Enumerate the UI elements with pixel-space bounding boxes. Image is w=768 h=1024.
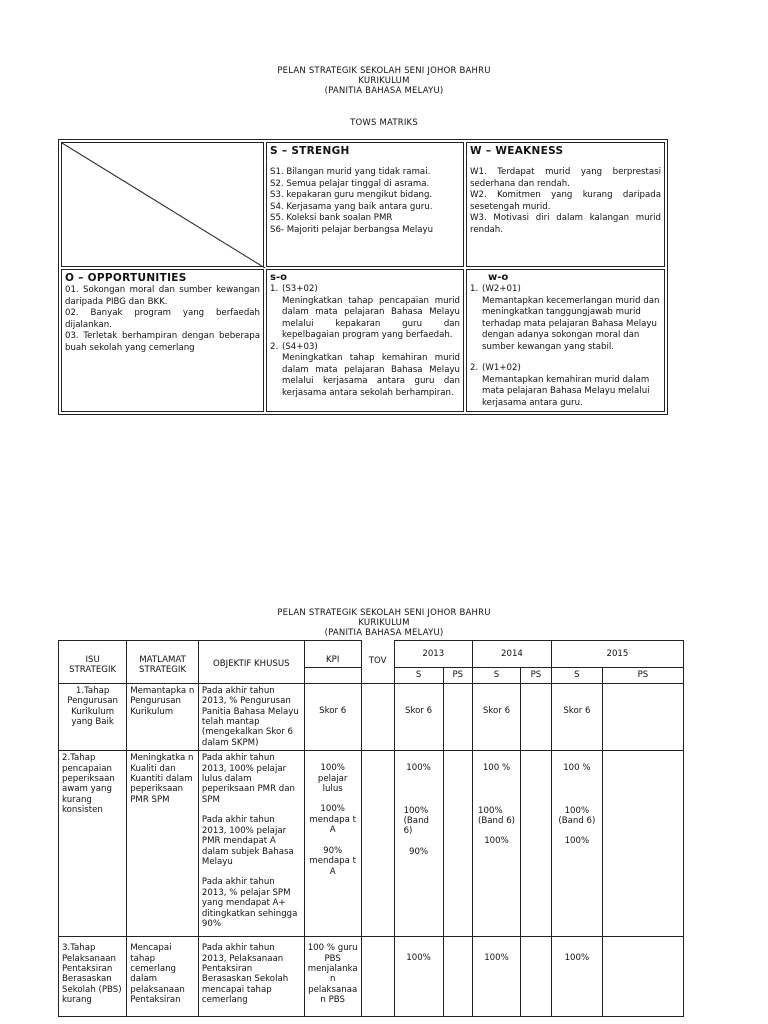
matlamat-cell: Memantapka n Pengurusan Kurikulum [127, 683, 199, 750]
wo-item [470, 363, 661, 409]
s2015-text: 100% (Band 6) [558, 805, 596, 827]
ps2014-cell [520, 937, 551, 1017]
col-header-s: S [551, 668, 602, 683]
ps2015-cell [602, 683, 683, 750]
col-header-objektif: OBJEKTIF KHUSUS [198, 641, 304, 684]
ps2013-cell [443, 937, 473, 1017]
s2013-text: 90% [409, 846, 429, 857]
objektif-text: Pada akhir tahun 2013, 100% pelajar lulus dalam peperiksaan PMR dan SPM [201, 753, 295, 805]
weakness-cell [466, 142, 665, 267]
school-title: PELAN STRATEGIK SEKOLAH SENI JOHOR BAHRU [277, 66, 491, 76]
kpi-text: 100% pelajar lulus [317, 763, 348, 795]
col-header-matlamat: MATLAMAT STRATEGIK [127, 641, 199, 684]
tov-cell [361, 751, 394, 937]
kpi-text: Skor 6 [319, 705, 347, 716]
section-title: KURIKULUM [358, 76, 410, 86]
ps2015-cell [602, 751, 683, 937]
s2013-text: 100% [406, 763, 431, 774]
s2013-cell [394, 937, 443, 1017]
col-header-s: S [473, 668, 521, 683]
so-item-number: 1. [270, 284, 279, 294]
matlamat-cell: Meningkatka n Kualiti dan Kuantiti dalam peperiksaan PMR SPM [127, 751, 199, 937]
table-row [59, 751, 684, 937]
opportunities-cell [61, 269, 264, 412]
kpi-text: 90% mendapa t A [309, 845, 356, 877]
tows-corner-cell [61, 142, 264, 267]
s2014-text: 100% (Band 6) [478, 805, 516, 827]
col-header-2014: 2014 [473, 641, 552, 668]
so-item-text: Meningkatkan tahap pencapaian murid dalam mata pelajaran Bahasa Melayu melalui kepakaran guru dan kepelbagaian program yang berfaedah. [282, 295, 460, 340]
strength-item: S4. Kerjasama yang baik antara guru. [270, 201, 433, 212]
section-title: KURIKULUM [358, 618, 410, 628]
so-strategy-cell [266, 269, 464, 412]
tows-subtitle: TOWS MATRIKS [350, 118, 418, 128]
isu-cell: 1.Tahap Pengurusan Kurikulum yang Baik [59, 683, 127, 750]
col-header-2013: 2013 [394, 641, 472, 668]
s2015-cell [551, 751, 602, 937]
col-header-tov: TOV [361, 641, 394, 684]
strength-cell [266, 142, 464, 267]
tov-cell [361, 683, 394, 750]
strength-title: S – STRENGH [270, 145, 350, 157]
objektif-cell [198, 937, 304, 1017]
s2014-cell [473, 751, 521, 937]
s2013-cell [394, 683, 443, 750]
s2015-text: 100% [564, 836, 590, 847]
s2013-cell [394, 751, 443, 937]
kpi-cell [304, 751, 361, 937]
col-header-ps: PS [443, 668, 473, 683]
s2014-cell [473, 683, 521, 750]
opportunity-item: 01. Sokongan moral dan sumber kewangan daripada PIBG dan BKK. [65, 285, 260, 307]
wo-title: w-o [488, 272, 509, 283]
col-header-ps: PS [602, 668, 683, 683]
s2014-text: 100% [484, 836, 509, 847]
col-header-2015: 2015 [551, 641, 683, 668]
strength-item: S2. Semua pelajar tinggal di asrama. [270, 178, 430, 189]
ps2013-cell [443, 751, 473, 937]
col-header-isu: ISU STRATEGIK [59, 641, 127, 684]
wo-item-number: 1. [470, 284, 479, 294]
s2015-text: 100 % [563, 763, 591, 774]
wo-item [470, 284, 661, 353]
s2013-text: 100% (Band 6) [403, 805, 429, 837]
panel-title: (PANITIA BAHASA MELAYU) [324, 628, 444, 638]
school-title: PELAN STRATEGIK SEKOLAH SENI JOHOR BAHRU [277, 608, 491, 618]
kpi-cell [304, 683, 361, 750]
panel-title: (PANITIA BAHASA MELAYU) [324, 86, 444, 96]
col-header-kpi: KPI [304, 641, 361, 668]
objektif-text: Pada akhir tahun 2013, 100% pelajar PMR mendapat A dalam subjek Bahasa Melayu [201, 815, 294, 867]
wo-item-code: (W1+02) [482, 363, 521, 373]
objektif-text: Pada akhir tahun 2013, % pelajar SPM yang mendapat A+ ditingkatkan sehingga 90% [201, 877, 298, 929]
weakness-title: W – WEAKNESS [470, 145, 564, 157]
so-title: s-o [270, 272, 287, 283]
document-header-1 [0, 66, 768, 96]
strategic-plan-table [58, 640, 684, 1017]
tows-matrix [58, 139, 668, 415]
wo-item-text: Memantapkan kemahiran murid dalam mata pelajaran Bahasa Melayu melalui kerjasama antara guru. [482, 374, 650, 408]
kpi-cell [304, 937, 361, 1017]
so-item-text: Meningkatkan tahap kemahiran murid dalam mata pelajaran Bahasa Melayu melalui kerjasama antara guru dan kerjasama antara sekolah berhampiran. [282, 353, 460, 398]
objektif-cell [198, 683, 304, 750]
opportunity-item: 03. Terletak berhampiran dengan beberapa buah sekolah yang cemerlang [65, 331, 260, 353]
strength-item: S3. kepakaran guru mengikut bidang. [270, 190, 433, 200]
kpi-sub-cell [304, 668, 361, 683]
strength-item: S5. Koleksi bank soalan PMR [270, 213, 393, 223]
tov-cell [361, 937, 394, 1017]
wo-strategy-cell [466, 269, 665, 412]
weakness-item: W3. Motivasi diri dalam kalangan murid rendah. [470, 213, 661, 235]
so-item-code: (S3+02) [282, 284, 318, 294]
objektif-text: Pada akhir tahun 2013, % Pengurusan Panitia Bahasa Melayu telah mantap (mengekalkan Skor 6 dalam SKPM) [201, 685, 299, 748]
s2014-text: 100 % [482, 763, 511, 774]
so-item [270, 342, 460, 400]
table-row [59, 683, 684, 750]
so-item [270, 284, 460, 342]
diagonal-line [62, 143, 265, 268]
kpi-text: 100% mendapa t A [309, 804, 356, 836]
document-header-2 [0, 608, 768, 638]
s2015-text: Skor 6 [563, 705, 591, 716]
strength-item: S1. Bilangan murid yang tidak ramai. [270, 167, 431, 177]
wo-item-number: 2. [470, 363, 479, 373]
ps2014-cell [520, 683, 551, 750]
kpi-text: 100 % guru PBS menjalanka n pelaksanaa n PBS [307, 943, 358, 1006]
wo-item-text: Memantapkan kecemerlangan murid dan meningkatkan tanggungjawab murid terhadap mata pelajaran Bahasa Melayu dengan adanya sokongan moral dan sumber kewangan yang stabil. [482, 295, 660, 352]
s2015-cell [551, 937, 602, 1017]
s2014-text: 100% [484, 953, 509, 964]
so-item-number: 2. [270, 341, 279, 352]
matlamat-cell: Mencapai tahap cemerlang dalam pelaksanaan Pentaksiran [127, 937, 199, 1017]
opportunities-title: O – OPPORTUNITIES [65, 272, 187, 284]
weakness-item: W1. Terdapat murid yang berprestasi sederhana dan rendah. [470, 167, 661, 189]
ps2015-cell [602, 937, 683, 1017]
table-row [59, 937, 684, 1017]
s2014-cell [473, 937, 521, 1017]
isu-cell: 2.Tahap pencapaian peperiksaan awam yang kurang konsisten [59, 751, 127, 937]
s2015-cell [551, 683, 602, 750]
objektif-text: Pada akhir tahun 2013, Pelaksanaan Pentaksiran Berasaskan Sekolah mencapai tahap cemerlang [201, 943, 289, 1006]
opportunity-item: 02. Banyak program yang berfaedah dijalankan. [65, 308, 260, 330]
wo-item-code: (W2+01) [482, 284, 521, 294]
s2015-text: 100% [564, 953, 590, 964]
objektif-cell [198, 751, 304, 937]
so-item-code: (S4+03) [282, 341, 318, 352]
ps2014-cell [520, 751, 551, 937]
isu-cell: 3.Tahap Pelaksanaan Pentaksiran Berasaskan Sekolah (PBS) kurang [59, 937, 127, 1017]
strength-item: S6- Majoriti pelajar berbangsa Melayu [270, 224, 434, 235]
ps2013-cell [443, 683, 473, 750]
s2013-text: 100% [406, 953, 431, 964]
col-header-ps: PS [520, 668, 551, 683]
s2014-text: Skor 6 [482, 705, 511, 716]
s2013-text: Skor 6 [404, 705, 433, 716]
weakness-item: W2. Komitmen yang kurang daripada sesetengah murid. [470, 190, 661, 212]
col-header-s: S [394, 668, 443, 683]
